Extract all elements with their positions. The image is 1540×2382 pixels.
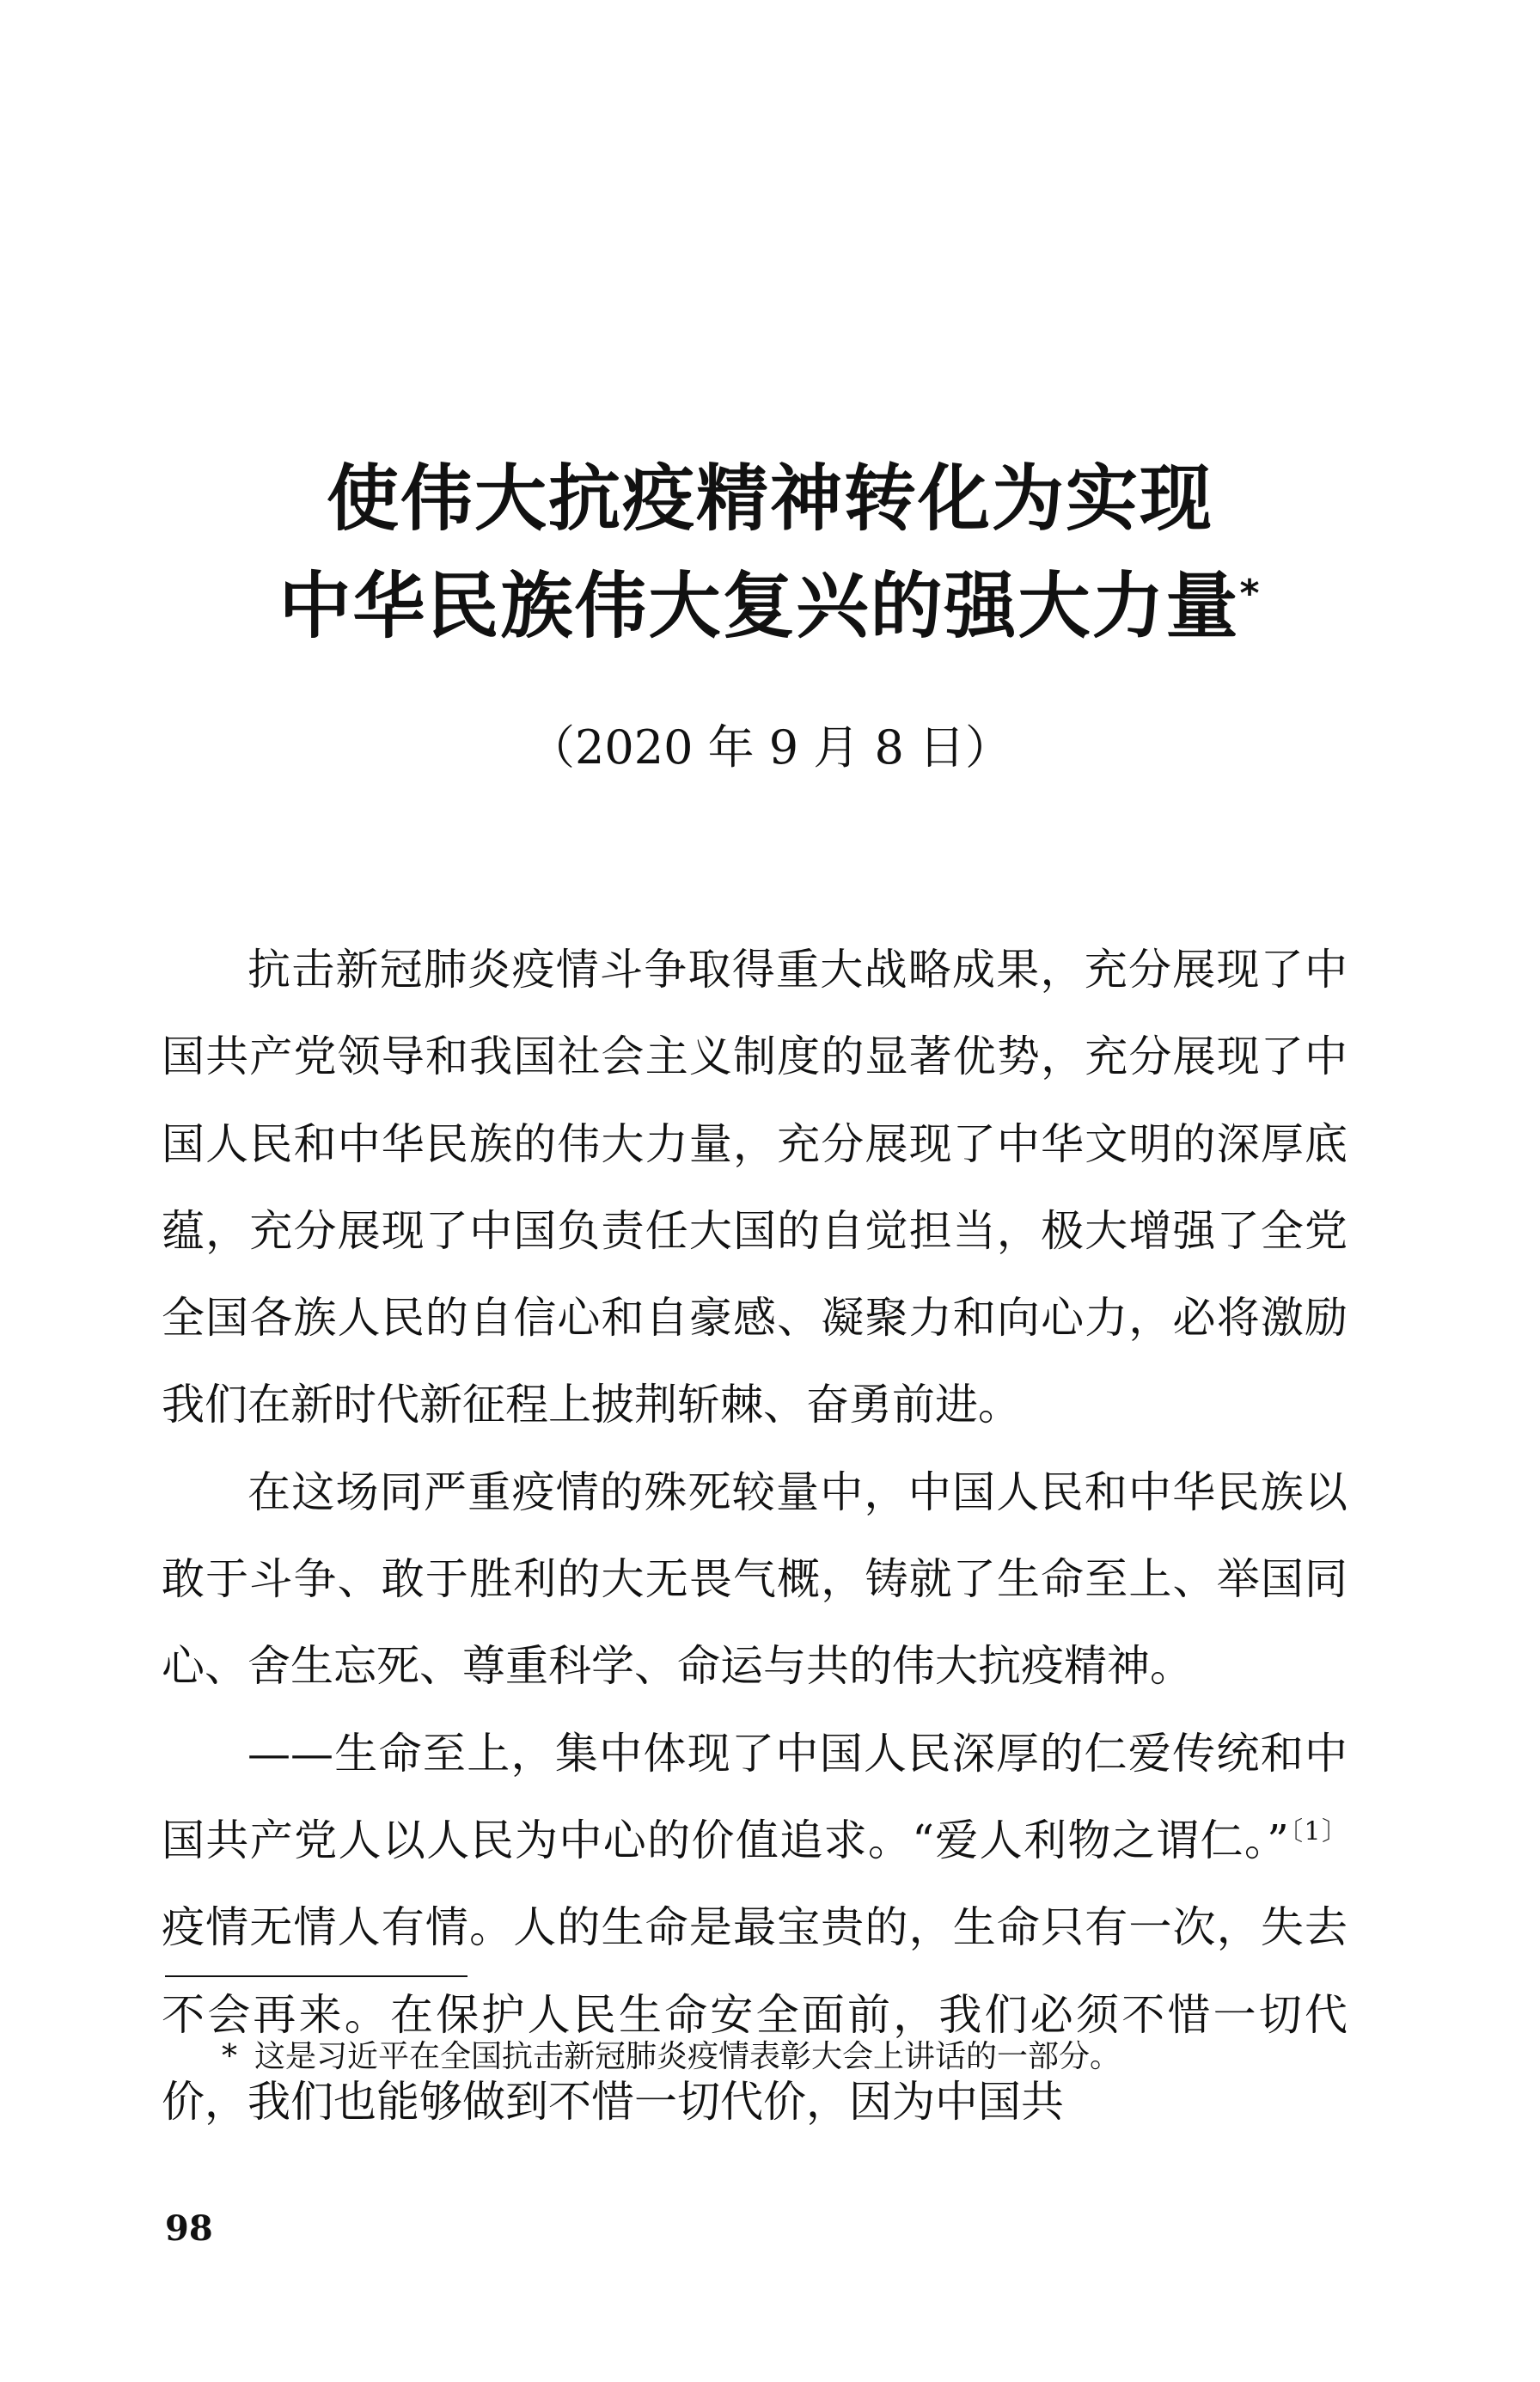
speech-date: （2020 年 9 月 8 日）	[529, 720, 1011, 775]
footnote-divider	[165, 1975, 468, 1977]
paragraph-3-text-start: ——生命至上，集中体现了中国人民深厚的仁爱传统和中国共产党人以人民为中心的价值追求。“爱人利物之谓仁。”	[162, 1728, 1348, 1865]
page-title-line-2	[129, 563, 1411, 649]
paragraph-2: 在这场同严重疫情的殊死较量中，中国人民和中华民族以敢于斗争、敢于胜利的大无畏气概，铸就了生命至上、举国同心、舍生忘死、尊重科学、命运与共的伟大抗疫精神。	[162, 1467, 1348, 1692]
footnote	[222, 2036, 1339, 2079]
paragraph-3	[162, 1711, 1348, 2146]
title-footnote-mark: *	[1239, 572, 1262, 615]
title-line-1-text: 使伟大抗疫精神转化为实现	[326, 456, 1213, 541]
paragraph-3-text-end: 疫情无情人有情。人的生命是最宝贵的，生命只有一次，失去不会再来。在保护人民生命安全面前，我们必须不惜一切代价，我们也能够做到不惜一切代价，因为中国共	[162, 1902, 1348, 2127]
paragraph-1: 抗击新冠肺炎疫情斗争取得重大战略成果，充分展现了中国共产党领导和我国社会主义制度的显著优势，充分展现了中国人民和中华民族的伟大力量，充分展现了中华文明的深厚底蕴，充分展现了中国负责任大国的自觉担当，极大增强了全党全国各族人民的自信心和自豪感、凝聚力和向心力，必将激励我们在新时代新征程上披荆斩棘、奋勇前进。	[162, 945, 1348, 1430]
title-line-2-text: 中华民族伟大复兴的强大力量	[278, 564, 1240, 648]
page-number: 98	[165, 2208, 213, 2249]
page-title-line-1	[129, 456, 1411, 542]
footnote-marker: *	[222, 2039, 237, 2074]
footnote-text: 这是习近平在全国抗击新冠肺炎疫情表彰大会上讲话的一部分。	[254, 2039, 1121, 2074]
reference-marker: 〔1〕	[1288, 1816, 1348, 1847]
body-text	[162, 927, 1348, 2146]
